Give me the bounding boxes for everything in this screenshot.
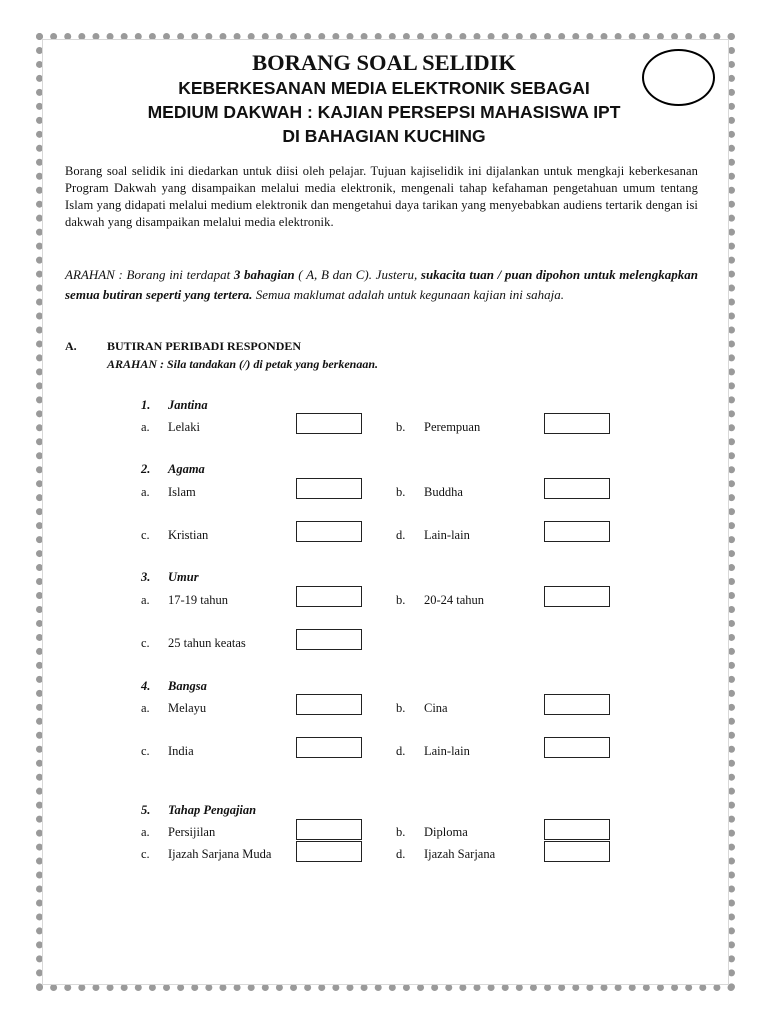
option-label: Melayu [168, 701, 207, 715]
option-label: Islam [168, 485, 196, 499]
section-a-letter: A. [65, 339, 77, 353]
option-label: Lelaki [168, 420, 200, 434]
checkbox-india[interactable] [296, 737, 362, 758]
option-label: Diploma [424, 825, 468, 839]
option-label: Cina [424, 701, 448, 715]
subtitle-line-1: KEBERKESANAN MEDIA ELEKTRONIK SEBAGAI [178, 78, 590, 98]
option-label: 25 tahun keatas [168, 636, 246, 650]
checkbox-persijilan[interactable] [296, 819, 362, 840]
section-a-instruction: ARAHAN : Sila tandakan (/) di petak yang berkenaan. [107, 357, 379, 371]
checkbox-ijazah-sarjana-muda[interactable] [296, 841, 362, 862]
checkbox-melayu[interactable] [296, 694, 362, 715]
option-label: Kristian [168, 528, 209, 542]
checkbox-cina[interactable] [544, 694, 610, 715]
option-label: 17-19 tahun [168, 593, 229, 607]
subtitle-line-3: DI BAHAGIAN KUCHING [282, 126, 486, 146]
option-label: Perempuan [424, 420, 481, 434]
option-label: Lain-lain [424, 528, 470, 542]
subtitle-line-2: MEDIUM DAKWAH : KAJIAN PERSEPSI MAHASISWA IPT [147, 102, 621, 122]
checkbox-25-keatas[interactable] [296, 629, 362, 650]
option-label: 20-24 tahun [424, 593, 485, 607]
option-label: Persijilan [168, 825, 216, 839]
checkbox-buddha[interactable] [544, 478, 610, 499]
option-label: India [168, 744, 194, 758]
checkbox-islam[interactable] [296, 478, 362, 499]
checkbox-agama-lain-lain[interactable] [544, 521, 610, 542]
option-label: Buddha [424, 485, 463, 499]
checkbox-bangsa-lain-lain[interactable] [544, 737, 610, 758]
checkbox-lelaki[interactable] [296, 413, 362, 434]
form-title: BORANG SOAL SELIDIK [252, 50, 516, 75]
intro-paragraph: Borang soal selidik ini diedarkan untuk diisi oleh pelajar. Tujuan kajiselidik ini dijalankan untuk mengkaji keberkesanan Program Dakwah yang disampaikan melalui media elektronik, mengenali tahap kefahaman pengetahuan umum tentang Islam yang didapati melalui medium elektronik dan mengetahui daya tarikan yang menyebabkan audiens tertarik dengan isi dakwah yang disampaikan melalui media elektronik. [65, 164, 698, 229]
option-label: Ijazah Sarjana [424, 847, 496, 861]
checkbox-17-19[interactable] [296, 586, 362, 607]
checkbox-perempuan[interactable] [544, 413, 610, 434]
option-label: Ijazah Sarjana Muda [168, 847, 272, 861]
instructions-paragraph: ARAHAN : Borang ini terdapat 3 bahagian ( A, B dan C). Justeru, sukacita tuan / puan dipohon untuk melengkapkan semua butiran seperti yang tertera. Semua maklumat adalah untuk kegunaan kajian ini sahaja. [65, 267, 698, 302]
checkbox-kristian[interactable] [296, 521, 362, 542]
checkbox-diploma[interactable] [544, 819, 610, 840]
option-label: Lain-lain [424, 744, 470, 758]
checkbox-20-24[interactable] [544, 586, 610, 607]
section-a-title: BUTIRAN PERIBADI RESPONDEN [107, 339, 302, 353]
checkbox-ijazah-sarjana[interactable] [544, 841, 610, 862]
instructions-label: ARAHAN [65, 267, 115, 282]
